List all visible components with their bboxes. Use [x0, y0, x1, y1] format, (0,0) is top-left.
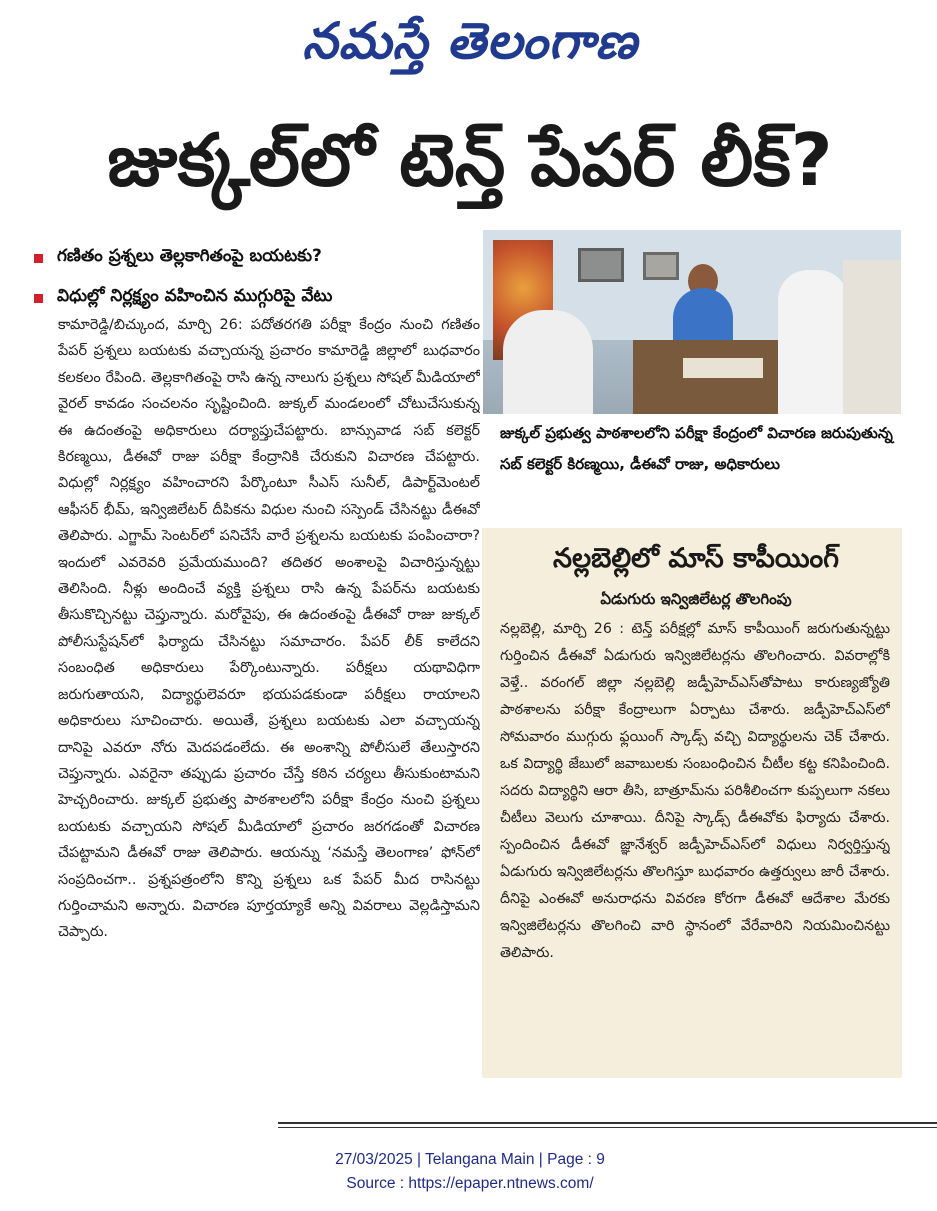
bullet-square-icon [34, 294, 43, 303]
photo-frame [643, 252, 679, 280]
article-body: కామారెడ్డి/బిచ్కుంద, మార్చి 26: పదోతరగతి పరీక్షా కేంద్రం నుంచి గణితం పేపర్ ప్రశ్నలు బయటకు వచ్చాయన్న ప్రచారం కామారెడ్డి జిల్లాలో బుధవారం కలకలం రేపింది. తెల్లకాగితంపై రాసి ఉన్న నాలుగు ప్రశ్నలు సోషల్ మీడియాలో వైరల్ కావడం సంచలనం సృష్టించింది. జుక్కల్ మండలంలో చోటుచేసుకున్న ఈ ఉదంతంపై అధికారులు దర్యాప్తుచేపట్టారు. బాన్సువాడ సబ్ కలెక్టర్ కిరణ్మయి, డీఈవో రాజు పరీక్షా కేంద్రానికి చేరుకుని విచారణ చేపట్టారు. విధుల్లో నిర్లక్ష్యం వహించారని పేర్కొంటూ సీఎస్ సునీల్, డిపార్ట్‌మెంటల్ ఆఫీసర్ భీమ్, ఇన్విజిలేటర్ దీపికను విధుల నుంచి సస్పెండ్ చేసినట్టు డీఈవో తెలిపారు. ఎగ్జామ్ సెంటర్‌లో పనిచేసే వారే ప్రశ్నలను బయటకు పంపించారా? ఇందులో ఎవరెవరి ప్రమేయముంది? తదితర అంశాలపై విచారిస్తున్నట్టు తెలిసింది. నీళ్లు అందించే వ్యక్తి ప్రశ్నలు రాసి ఉన్న పేపర్‌ను బయటకు తీసుకొచ్చినట్టు చెప్తున్నారు. మరోవైపు, ఈ ఉదంతంపై డీఈవో రాజు జుక్కల్ పోలీసుస్టేషన్‌లో ఫిర్యాదు చేసినట్టు సమాచారం. పేపర్ లీక్ కాలేదని సంబంధిత అధికారులు పేర్కొంటున్నారు. పరీక్షలు యథావిధిగా జరుగుతాయని, విద్యార్థులెవరూ భయపడకుండా పరీక్షలు రాయాలని అధికారులు సూచించారు. అయితే, ప్రశ్నలు బయటకు ఎలా వచ్చాయన్న దానిపై ఎవరూ నోరు మెదపడంలేదు. ఈ అంశాన్ని పోలీసులే తేలుస్తారని చెప్తున్నారు. ఎవరైనా తప్పుడు ప్రచారం చేస్తే కఠిన చర్యలు తీసుకుంటామని హెచ్చరించారు. జుక్కల్ ప్రభుత్వ పాఠశాలలోని పరీక్షా కేంద్రం నుంచి ప్రశ్నలు బయటకు వచ్చాయని సోషల్ మీడియాలో ప్రచారం జరగడంతో విచారణ చేపట్టామని డీఈవో రాజు తెలిపారు. ఆయన్ను ‘నమస్తే తెలంగాణ’ ఫోన్‌లో సంప్రదించగా.. ప్రశ్నపత్రంలోని కొన్ని ప్రశ్నలు ఒక పేపర్ మీద రాసినట్టు గుర్తించామని అన్నారు. విచారణ పూర్తయ్యాకే అన్ని వివరాలు వెల్లడిస్తామని చెప్పారు. [58, 317, 480, 941]
footer-source-line: Source : https://epaper.ntnews.com/ [346, 1175, 594, 1192]
footer [200, 1148, 740, 1196]
photo-person [503, 310, 593, 414]
bullet-list [34, 238, 474, 318]
bullet-square-icon [34, 254, 43, 263]
bullet-text: గణితం ప్రశ్నలు తెల్లకాగితంపై బయటకు? [57, 246, 322, 266]
bullet-text: విధుల్లో నిర్లక్ష్యం వహించిన ముగ్గురిపై వేటు [57, 286, 333, 306]
sidebar-box [482, 528, 902, 1078]
photo-person [843, 260, 901, 414]
bullet-item [34, 238, 474, 278]
sidebar-body: నల్లబెల్లి, మార్చి 26 : టెన్త్ పరీక్షల్లో మాస్ కాపీయింగ్ జరుగుతున్నట్టు గుర్తించిన డీఈవో ఏడుగురు ఇన్విజిలేటర్లను తొలగించారు. వివరాల్లోకి వెళ్తే.. వరంగల్ జిల్లా నల్లబెల్లి జడ్పీహెచ్‌ఎస్‌తోపాటు కారుణ్యజ్యోతి పాఠశాలను పరీక్షా కేంద్రాలుగా ఏర్పాటు చేశారు. జడ్పీహెచ్‌ఎస్‌లో సోమవారం ముగ్గురు ఫ్లయింగ్ స్కాడ్స్ వచ్చి విద్యార్థులను చెక్ చేశారు. ఒక విద్యార్థి జేబులో జవాబులకు సంబంధించిన చీటీల కట్ట కనిపించింది. సదరు విద్యార్థిని ఆరా తీసి, బాత్రూమ్‌ను పరిశీలించగా కుప్పలుగా నకలు చీటీలు వెలుగు చూశాయి. దీనిపై స్కాడ్స్ డీఈవోకు ఫిర్యాదు చేశారు. స్పందించిన డీఈవో జ్ఞానేశ్వర్ జడ్పీహెచ్‌ఎస్‌లో విధులు నిర్వర్తిస్తున్న ఏడుగురు ఇన్విజిలేటర్లను తొలగిస్తూ బుధవారం ఉత్తర్వులు జారీ చేశారు. దీనిపై ఎంఈవో అనురాధను వివరణ కోరగా డీఈవో ఆదేశాల మేరకు ఇన్విజిలేటర్లను తొలగించి వారి స్థానంలో వేరేవారిని నియమించినట్టు తెలిపారు. [500, 621, 890, 961]
news-photo [483, 230, 901, 414]
photo-caption: జుక్కల్ ప్రభుత్వ పాఠశాలలోని పరీక్షా కేంద్రంలో విచారణ జరుపుతున్న సబ్ కలెక్టర్ కిరణ్మయి, డీఈవో రాజు, అధికారులు [500, 424, 893, 473]
sidebar-subtitle: ఏడుగురు ఇన్విజిలేటర్ల తొలగింపు [600, 590, 792, 608]
photo-person [778, 270, 848, 414]
photo-frame [578, 248, 624, 282]
footer-date-line: 27/03/2025 | Telangana Main | Page : 9 [335, 1151, 605, 1168]
masthead-logo: నమస్తే తెలంగాణ [302, 11, 638, 70]
footer-divider [278, 1122, 937, 1128]
sidebar-title: నల్లబెల్లిలో మాస్ కాపీయింగ్ [553, 543, 839, 574]
headline: జుక్కల్‌లో టెన్త్ పేపర్ లీక్? [107, 118, 833, 202]
photo-papers [683, 358, 763, 378]
